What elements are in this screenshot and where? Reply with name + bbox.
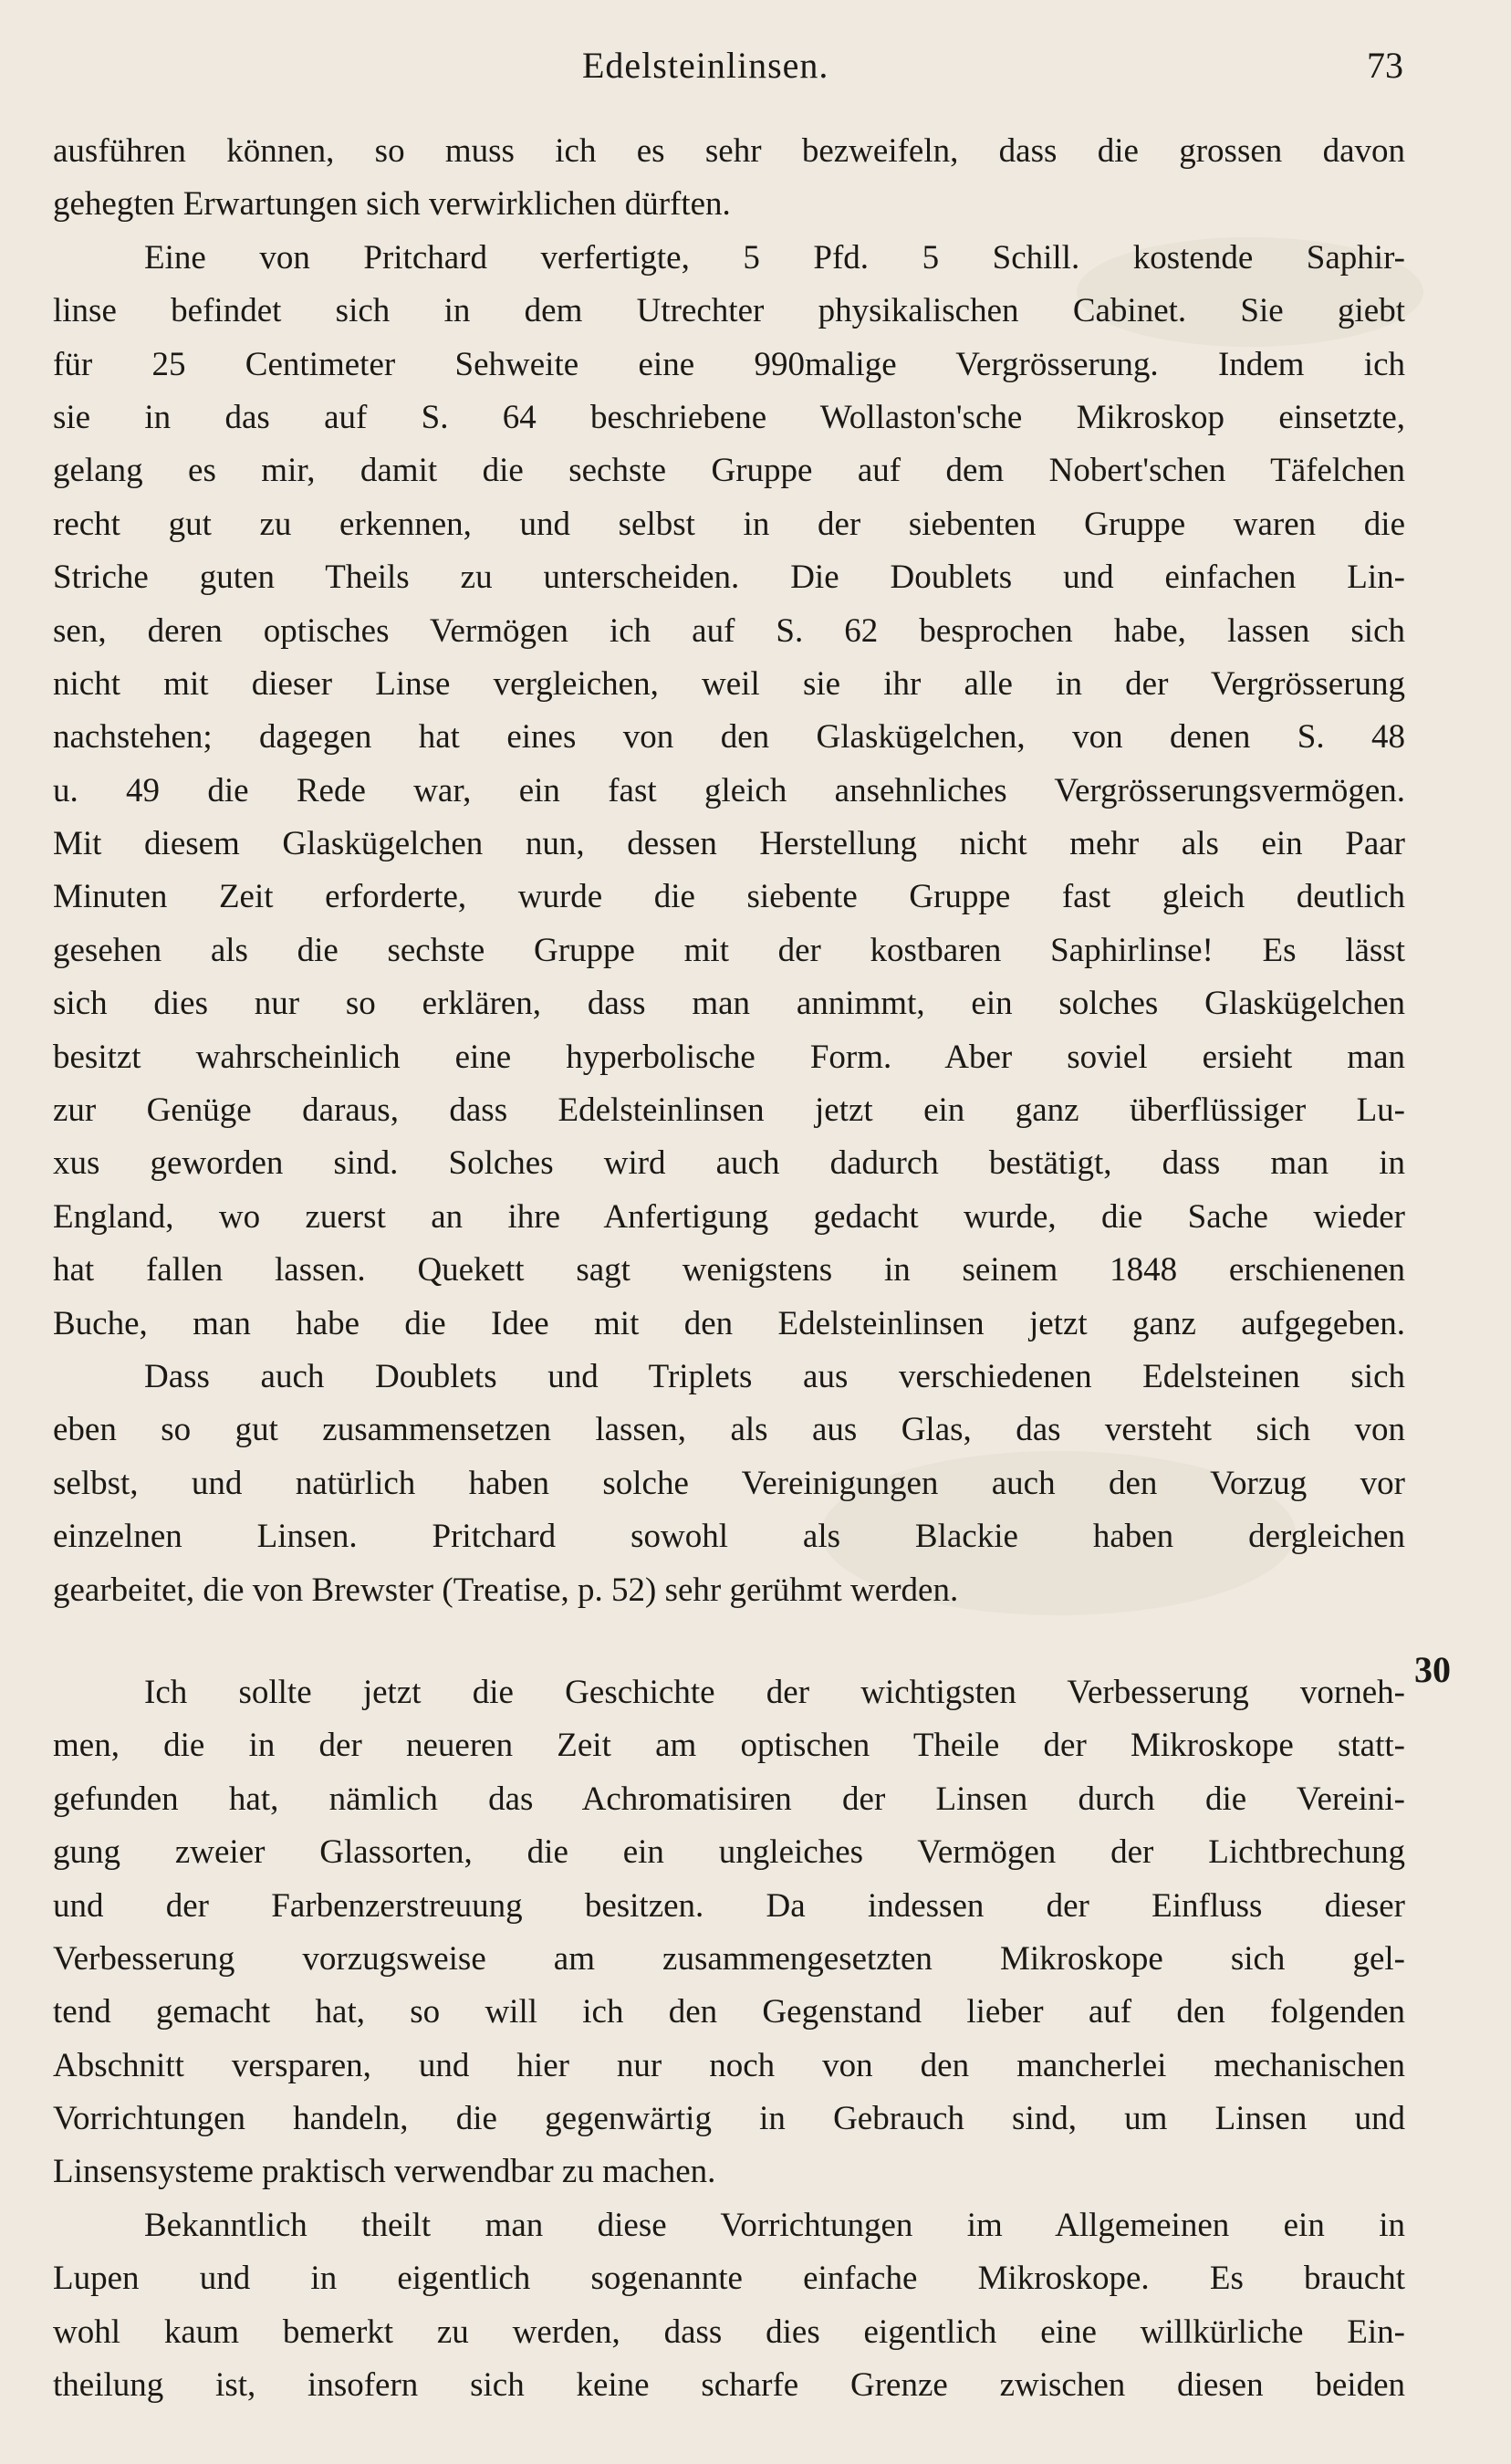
margin-note: 30 xyxy=(1414,1649,1451,1690)
text-line: ausführen können, so muss ich es sehr bezweifeln, dass die grossen davon xyxy=(53,132,1405,170)
page-number: 73 xyxy=(1367,45,1403,86)
running-head xyxy=(53,44,1403,108)
text-line: hat fallen lassen. Quekett sagt wenigstens in seinem 1848 erschienenen xyxy=(53,1251,1405,1289)
text-line: u. 49 die Rede war, ein fast gleich ansehnliches Vergrösserungsvermögen. xyxy=(53,771,1405,809)
body-text xyxy=(53,125,1405,2412)
text-line: men, die in der neueren Zeit am optischen Theile der Mikroskope statt- xyxy=(53,1727,1405,1765)
text-line: Ich sollte jetzt die Geschichte der wichtigsten Verbesserung vorneh- xyxy=(144,1673,1405,1711)
text-line: selbst, und natürlich haben solche Vereinigungen auch den Vorzug vor xyxy=(53,1464,1405,1502)
text-line: Mit diesem Glaskügelchen nun, dessen Herstellung nicht mehr als ein Paar xyxy=(53,825,1405,863)
text-line: und der Farbenzerstreuung besitzen. Da indessen der Einfluss dieser xyxy=(53,1886,1405,1925)
text-line: xus geworden sind. Solches wird auch dadurch bestätigt, dass man in xyxy=(53,1144,1405,1183)
text-line: einzelnen Linsen. Pritchard sowohl als Blackie haben dergleichen xyxy=(53,1518,1405,1556)
text-line: gung zweier Glassorten, die ein ungleiches Vermögen der Lichtbrechung xyxy=(53,1833,1405,1872)
text-line: gearbeitet, die von Brewster (Treatise, p. 52) sehr gerühmt werden. xyxy=(53,1571,959,1609)
text-line: tend gemacht hat, so will ich den Gegenstand lieber auf den folgenden xyxy=(53,1993,1405,2031)
text-line: Lupen und in eigentlich sogenannte einfache Mikroskope. Es braucht xyxy=(53,2260,1405,2298)
text-line: nicht mit dieser Linse vergleichen, weil sie ihr alle in der Vergrösserung xyxy=(53,664,1405,703)
text-line: Eine von Pritchard verfertigte, 5 Pfd. 5 Schill. kostende Saphir- xyxy=(144,238,1405,277)
running-title: Edelsteinlinsen. xyxy=(582,45,829,86)
text-line: Minuten Zeit erforderte, wurde die siebente Gruppe fast gleich deutlich xyxy=(53,878,1405,916)
text-line: sie in das auf S. 64 beschriebene Wollaston'sche Mikroskop einsetzte, xyxy=(53,398,1405,436)
text-line: Bekanntlich theilt man diese Vorrichtungen im Allgemeinen ein in xyxy=(144,2206,1405,2244)
text-line: eben so gut zusammensetzen lassen, als aus Glas, das versteht sich von xyxy=(53,1411,1405,1449)
text-line: sen, deren optisches Vermögen ich auf S. 62 besprochen habe, lassen sich xyxy=(53,611,1405,650)
text-line: zur Genüge daraus, dass Edelsteinlinsen jetzt ein ganz überflüssiger Lu- xyxy=(53,1091,1405,1130)
text-line: gefunden hat, nämlich das Achromatisiren der Linsen durch die Vereini- xyxy=(53,1780,1405,1818)
text-line: wohl kaum bemerkt zu werden, dass dies eigentlich eine willkürliche Ein- xyxy=(53,2313,1405,2351)
text-line: recht gut zu erkennen, und selbst in der siebenten Gruppe waren die xyxy=(53,505,1405,543)
text-line: Verbesserung vorzugsweise am zusammengesetzten Mikroskope sich gel- xyxy=(53,1939,1405,1978)
text-line: sich dies nur so erklären, dass man annimmt, ein solches Glaskügelchen xyxy=(53,985,1405,1023)
text-line: Dass auch Doublets und Triplets aus verschiedenen Edelsteinen sich xyxy=(144,1357,1405,1395)
text-line: Buche, man habe die Idee mit den Edelsteinlinsen jetzt ganz aufgegeben. xyxy=(53,1304,1405,1342)
text-line: theilung ist, insofern sich keine scharfe Grenze zwischen diesen beiden xyxy=(53,2366,1405,2405)
section-gap xyxy=(53,1617,1405,1666)
text-line: Abschnitt versparen, und hier nur noch von den mancherlei mechanischen xyxy=(53,2046,1405,2084)
text-line: besitzt wahrscheinlich eine hyperbolische Form. Aber soviel ersieht man xyxy=(53,1038,1405,1076)
text-line: Linsensysteme praktisch verwendbar zu machen. xyxy=(53,2153,716,2191)
text-line: gelang es mir, damit die sechste Gruppe auf dem Nobert'schen Täfelchen xyxy=(53,452,1405,490)
text-line: für 25 Centimeter Sehweite eine 990malige Vergrösserung. Indem ich xyxy=(53,345,1405,383)
text-line: gesehen als die sechste Gruppe mit der kostbaren Saphirlinse! Es lässt xyxy=(53,931,1405,969)
text-line: nachstehen; dagegen hat eines von den Glaskügelchen, von denen S. 48 xyxy=(53,718,1405,757)
text-line: linse befindet sich in dem Utrechter physikalischen Cabinet. Sie giebt xyxy=(53,292,1405,330)
text-line: Vorrichtungen handeln, die gegenwärtig in Gebrauch sind, um Linsen und xyxy=(53,2100,1405,2138)
text-line: Striche guten Theils zu unterscheiden. Die Doublets und einfachen Lin- xyxy=(53,559,1405,597)
text-line: England, wo zuerst an ihre Anfertigung gedacht wurde, die Sache wieder xyxy=(53,1197,1405,1236)
text-line: gehegten Erwartungen sich verwirklichen dürften. xyxy=(53,185,731,224)
